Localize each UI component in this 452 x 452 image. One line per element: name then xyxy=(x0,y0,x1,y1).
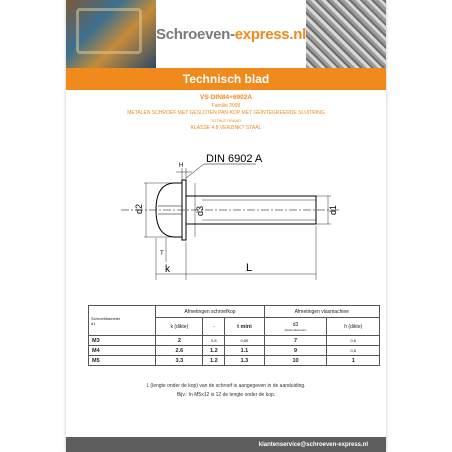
screw-head-group-header: Afmetingen schroefkop xyxy=(156,306,264,318)
screws-photo xyxy=(306,0,386,68)
product-code: VS-DIN84+6902A xyxy=(199,94,253,101)
screw-technical-drawing xyxy=(106,150,346,285)
table-row xyxy=(89,346,380,356)
row-t: 1.3 xyxy=(225,356,264,366)
l-label: L xyxy=(246,262,253,274)
d2-label: d2 xyxy=(134,203,144,214)
row-x: 1.2 xyxy=(203,356,225,366)
row-k: 2 xyxy=(156,336,203,346)
note-line-1: L (lengte onder de kop) van de schroef is aangegeven in de aanduiding. xyxy=(146,383,306,389)
row-d3: 9 xyxy=(264,346,327,356)
row-diameter: M4 xyxy=(89,346,156,356)
col-d3-sublabel: (buitendiameter) xyxy=(284,327,307,332)
footer-bar xyxy=(66,437,386,452)
title-bar xyxy=(66,68,386,90)
row-diameter: M3 xyxy=(89,336,156,346)
row-d3: 7 xyxy=(264,336,327,346)
logo-accent: express.nl xyxy=(234,25,306,43)
table-row xyxy=(89,356,380,366)
logo-main: Schroeven- xyxy=(156,25,235,43)
standard-leader xyxy=(186,164,204,178)
d3-label: d3 xyxy=(195,205,205,216)
row-d3: 10 xyxy=(264,356,327,366)
col-d3-label: d3 xyxy=(292,321,299,328)
logo-text xyxy=(156,26,306,43)
header-banner xyxy=(66,0,386,68)
k-label: k xyxy=(165,264,170,275)
notes xyxy=(66,382,386,400)
product-class: KLASSE 4.8 VERZINKT STAAL xyxy=(190,125,262,131)
row-t: 1.1 xyxy=(225,346,264,356)
standard-label: DIN 6902 A xyxy=(206,153,263,165)
row-h: 0,6 xyxy=(327,336,380,346)
diameter-header-line2: d1 xyxy=(91,320,96,326)
row-h: 1 xyxy=(327,356,380,366)
h-label: H xyxy=(179,163,184,169)
table-row xyxy=(89,336,380,346)
dimensions-table xyxy=(88,305,380,366)
row-k: 2.6 xyxy=(156,346,203,356)
product-family: Familie 3099 xyxy=(211,103,241,109)
note-line-2: Bijv.: In M5x12 is 12 de lengte onder de kop. xyxy=(176,392,276,398)
diameter-header xyxy=(89,306,156,336)
footer-email-link[interactable]: klantenservice@schroeven-express.nl xyxy=(258,441,368,448)
diameter-header-line1: Schroefdiameter xyxy=(91,315,121,321)
col-d3-header xyxy=(264,318,327,336)
t-label: T xyxy=(160,251,164,257)
row-x: 0,8 xyxy=(203,336,225,346)
row-t: 0,85 xyxy=(225,336,264,346)
col-t-header: t mini xyxy=(225,318,264,336)
col-k-header: k (dikte) xyxy=(156,318,203,336)
row-x: 1.2 xyxy=(203,346,225,356)
product-info xyxy=(66,94,386,131)
page-title: Technisch blad xyxy=(182,72,270,86)
row-diameter: M5 xyxy=(89,356,156,366)
logo[interactable] xyxy=(156,0,306,68)
product-description: METALEN SCHROEF MET GESLOTEN PAN-KOP MET GEÏNTEGREERDE SLUITRING xyxy=(127,110,325,116)
col-dash-header: - xyxy=(203,318,225,336)
tools-photo xyxy=(66,0,156,68)
product-thread: TOTALE DRAAD xyxy=(210,118,242,123)
col-h-header: h (dikte) xyxy=(327,318,380,336)
technical-sheet-page xyxy=(66,0,386,452)
washer-group-header: Afmetingen vlasmachine xyxy=(264,306,379,318)
row-k: 3.3 xyxy=(156,356,203,366)
d1-label: d1 xyxy=(328,204,338,215)
row-h: 0,8 xyxy=(327,346,380,356)
